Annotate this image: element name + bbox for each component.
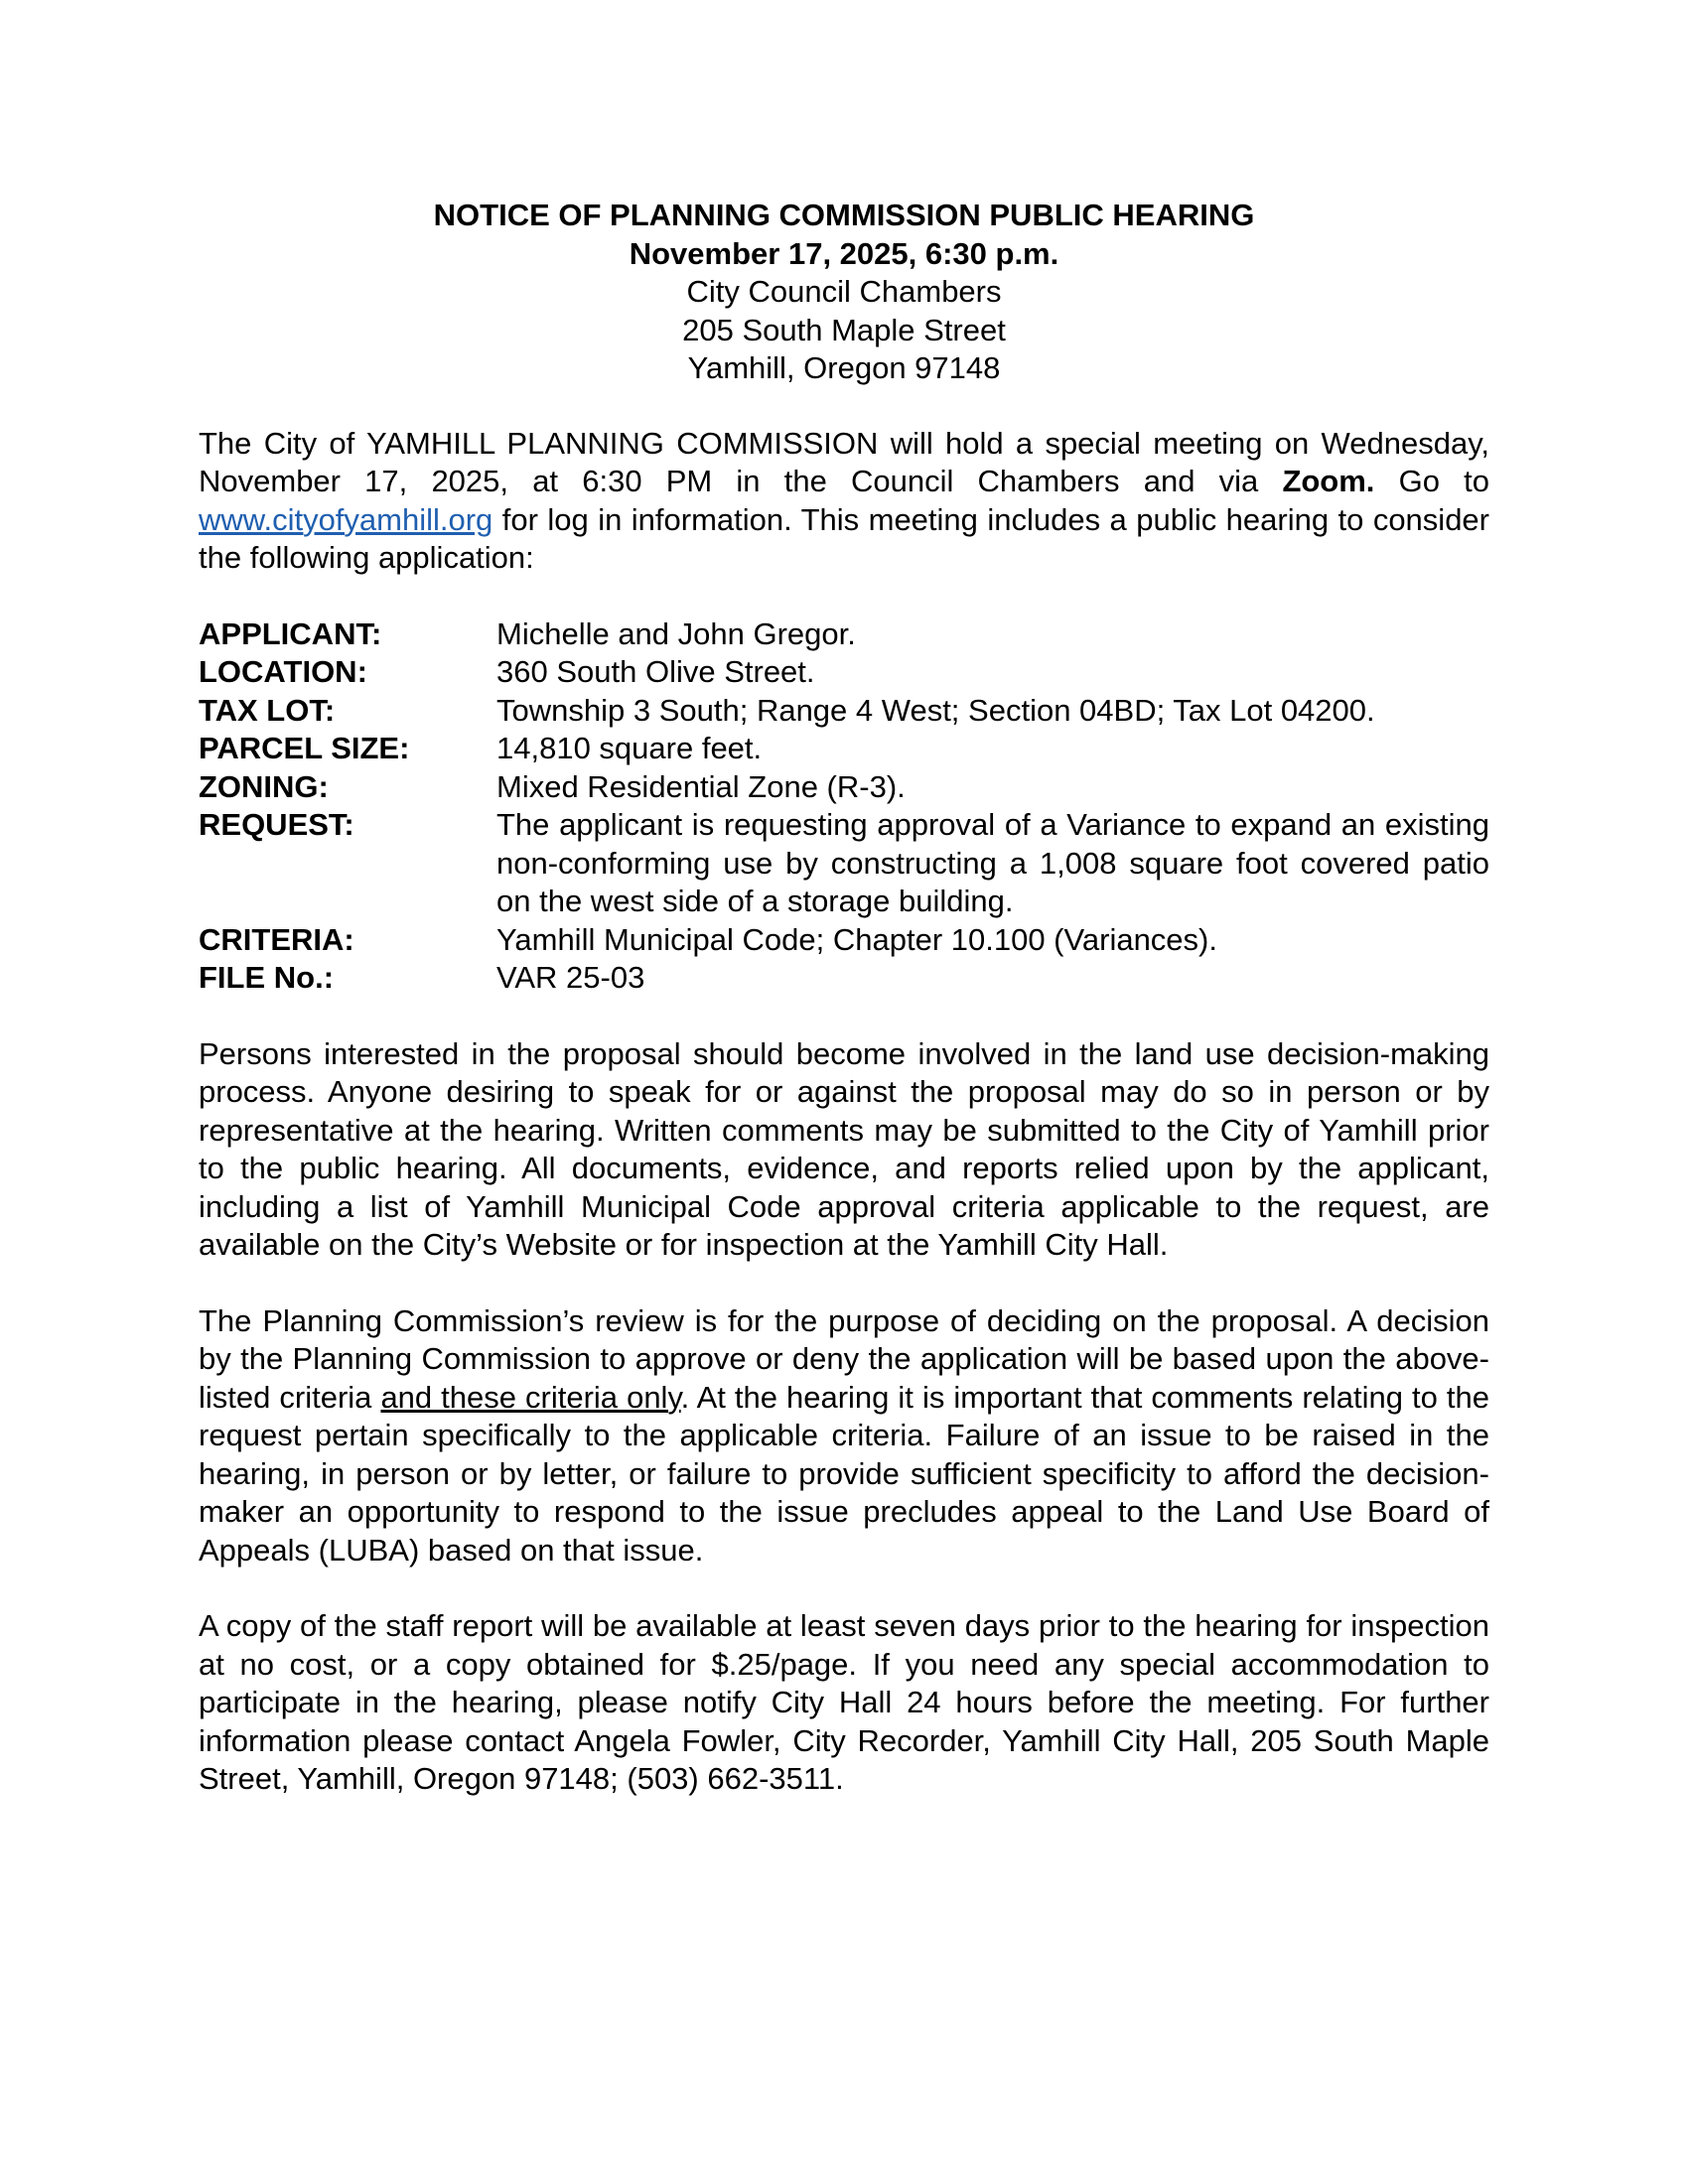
review-text-2: . At the hearing it is important that comments relating to the request pertain specifically to the applicable criteria. Failure of an issue to be raised in the hearing, in person or by letter, or failure to provide sufficient specificity to afford the decision-maker an opportunity to respond to the issue precludes appeal to the Land Use Board of Appeals (LUBA) based on that issue.	[199, 1379, 1489, 1568]
intro-text-3: for log in information. This meeting includes a public hearing to consider the following application:	[199, 501, 1489, 575]
fact-row-tax-lot	[199, 692, 1489, 731]
intro-text-2: Go to	[1374, 464, 1489, 498]
fact-value: The applicant is requesting approval of a Variance to expand an existing non-conforming use by constructing a 1,008 square foot covered patio on the west side of a storage building.	[496, 807, 1489, 918]
fact-label: CRITERIA:	[199, 921, 354, 957]
fact-label: PARCEL SIZE:	[199, 731, 410, 765]
zoom-label: Zoom.	[1282, 464, 1375, 498]
fact-value: Michelle and John Gregor.	[496, 615, 856, 651]
fact-label: APPLICANT:	[199, 615, 382, 651]
fact-label: REQUEST:	[199, 807, 354, 842]
application-facts	[199, 615, 1489, 998]
hearing-street: 205 South Maple Street	[682, 312, 1006, 347]
criteria-only-emphasis: and these criteria only	[380, 1379, 681, 1415]
notice-header	[199, 197, 1489, 388]
staff-report-paragraph: A copy of the staff report will be available at least seven days prior to the hearing for inspection at no cost, or a copy obtained for $.25/page. If you need any special accommodation to participate in the hearing, please notify City Hall 24 hours before the meeting. For further information please contact Angela Fowler, City Recorder, Yamhill City Hall, 205 South Maple Street, Yamhill, Oregon 97148; (503) 662-3511.	[199, 1608, 1489, 1796]
fact-value: Yamhill Municipal Code; Chapter 10.100 (Variances).	[496, 921, 1217, 957]
fact-label: FILE No.:	[199, 960, 335, 995]
intro-text-1: The City of YAMHILL PLANNING COMMISSION will hold a special meeting on Wednesday, November 17, 2025, at 6:30 PM in the Council Chambers and via	[199, 425, 1489, 498]
fact-label: LOCATION:	[199, 654, 367, 689]
fact-row-applicant	[199, 615, 1489, 654]
hearing-venue: City Council Chambers	[686, 274, 1002, 309]
fact-row-request	[199, 806, 1489, 921]
city-website-link[interactable]: www.cityofyamhill.org	[199, 501, 493, 537]
hearing-city: Yamhill, Oregon 97148	[687, 350, 1001, 385]
fact-label: TAX LOT:	[199, 692, 336, 728]
notice-title: NOTICE OF PLANNING COMMISSION PUBLIC HEARING	[433, 198, 1255, 232]
fact-row-file-no	[199, 959, 1489, 998]
fact-row-criteria	[199, 921, 1489, 960]
review-paragraph	[199, 1302, 1489, 1570]
fact-value: 360 South Olive Street.	[496, 654, 815, 689]
fact-value: VAR 25-03	[496, 960, 645, 995]
review-text-1: The Planning Commission’s review is for the purpose of deciding on the proposal. A decision by the Planning Commission to approve or deny the application will be based upon the above-listed criteria	[199, 1302, 1489, 1415]
fact-row-zoning	[199, 768, 1489, 807]
fact-label: ZONING:	[199, 768, 329, 804]
fact-value: Township 3 South; Range 4 West; Section 04BD; Tax Lot 04200.	[496, 692, 1375, 728]
involvement-paragraph: Persons interested in the proposal should become involved in the land use decision-making process. Anyone desiring to speak for or against the proposal may do so in person or by representative at the hearing. Written comments may be submitted to the City of Yamhill prior to the public hearing. All documents, evidence, and reports relied upon by the applicant, including a list of Yamhill Municipal Code approval criteria applicable to the request, are available on the City’s Website or for inspection at the Yamhill City Hall.	[199, 1035, 1489, 1262]
fact-value: 14,810 square feet.	[496, 731, 763, 765]
fact-value: Mixed Residential Zone (R-3).	[496, 768, 906, 804]
fact-row-location	[199, 653, 1489, 692]
hearing-datetime: November 17, 2025, 6:30 p.m.	[629, 235, 1059, 271]
notice-page	[199, 197, 1489, 1799]
fact-row-parcel-size	[199, 730, 1489, 768]
intro-paragraph	[199, 425, 1489, 578]
